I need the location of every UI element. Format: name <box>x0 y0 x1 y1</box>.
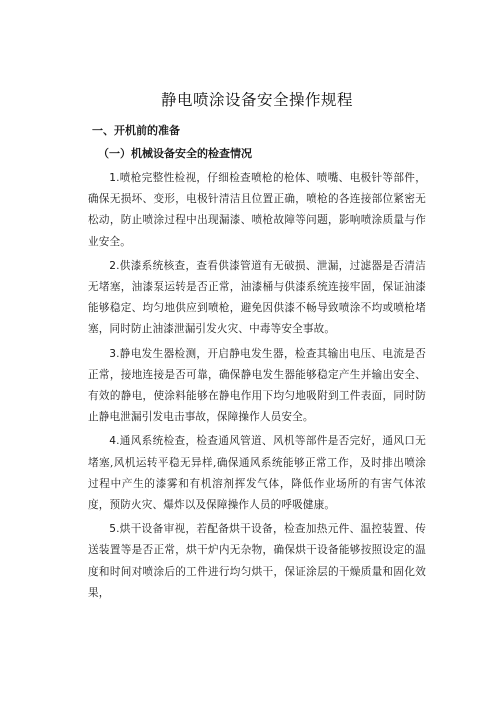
paragraph-item-2 <box>88 256 426 341</box>
paragraph-item-1 <box>88 168 426 253</box>
item-text: .烘干设备审视，若配备烘干设备，检查加热元件、温控装置、传送装置等是否正常，烘干炉内无杂物，确保烘干设备能够按照设定的温度和时间对喷涂后的工件进行均匀烘干，保证涂层的干燥质量和固化效果， <box>88 523 426 599</box>
section-heading-startup-preparation: 一、开机前的准备 <box>92 124 180 137</box>
paragraph-item-5 <box>88 519 426 604</box>
item-text: .通风系统检查，检查通风管道、风机等部件是否完好，通风口无堵塞,风机运转平稳无异样,确保通风系统能够正常工作，及时排出喷涂过程中产生的漆雾和有机溶剂挥发气体，降低作业场所的有害气体浓度，预防火灾、爆炸以及保障操作人员的呼吸健康。 <box>88 435 426 512</box>
item-number: 1 <box>109 172 117 184</box>
subsection-heading-mechanical-check: （一）机械设备安全的检查情况 <box>98 147 252 160</box>
item-text: .喷枪完整性检视，仔细检查喷枪的枪体、喷嘴、电极针等部件，确保无损坏、变形，电极针清洁且位置正确，喷枪的各连接部位紧密无松动，防止喷涂过程中出现漏漆、喷枪故障等问题，影响喷涂质量与作业安全。 <box>88 172 426 248</box>
item-text: .供漆系统核查，查看供漆管道有无破损、泄漏，过滤器是否清洁无堵塞，油漆泵运转是否正常，油漆桶与供漆系统连接牢固，保证油漆能够稳定、均匀地供应到喷枪，避免因供漆不畅导致喷涂不均或喷枪堵塞，同时防止油漆泄漏引发火灾、中毒等安全事故。 <box>88 259 426 336</box>
paragraph-item-4 <box>88 431 426 516</box>
item-number: 2 <box>109 259 117 272</box>
item-number: 5 <box>109 523 117 536</box>
document-title: 静电喷涂设备安全操作规程 <box>160 91 353 109</box>
item-text: .静电发生器检测，开启静电发生器，检查其输出电压、电流是否正常，接地连接是否可靠，确保静电发生器能够稳定产生并输出安全、有效的静电，使涂料能够在静电作用下均匀地吸附到工件表面，同时防止静电泄漏引发电击事故，保障操作人员安全。 <box>88 347 426 424</box>
item-number: 4 <box>109 435 117 448</box>
paragraph-item-3 <box>88 344 426 429</box>
item-number: 3 <box>109 347 117 360</box>
